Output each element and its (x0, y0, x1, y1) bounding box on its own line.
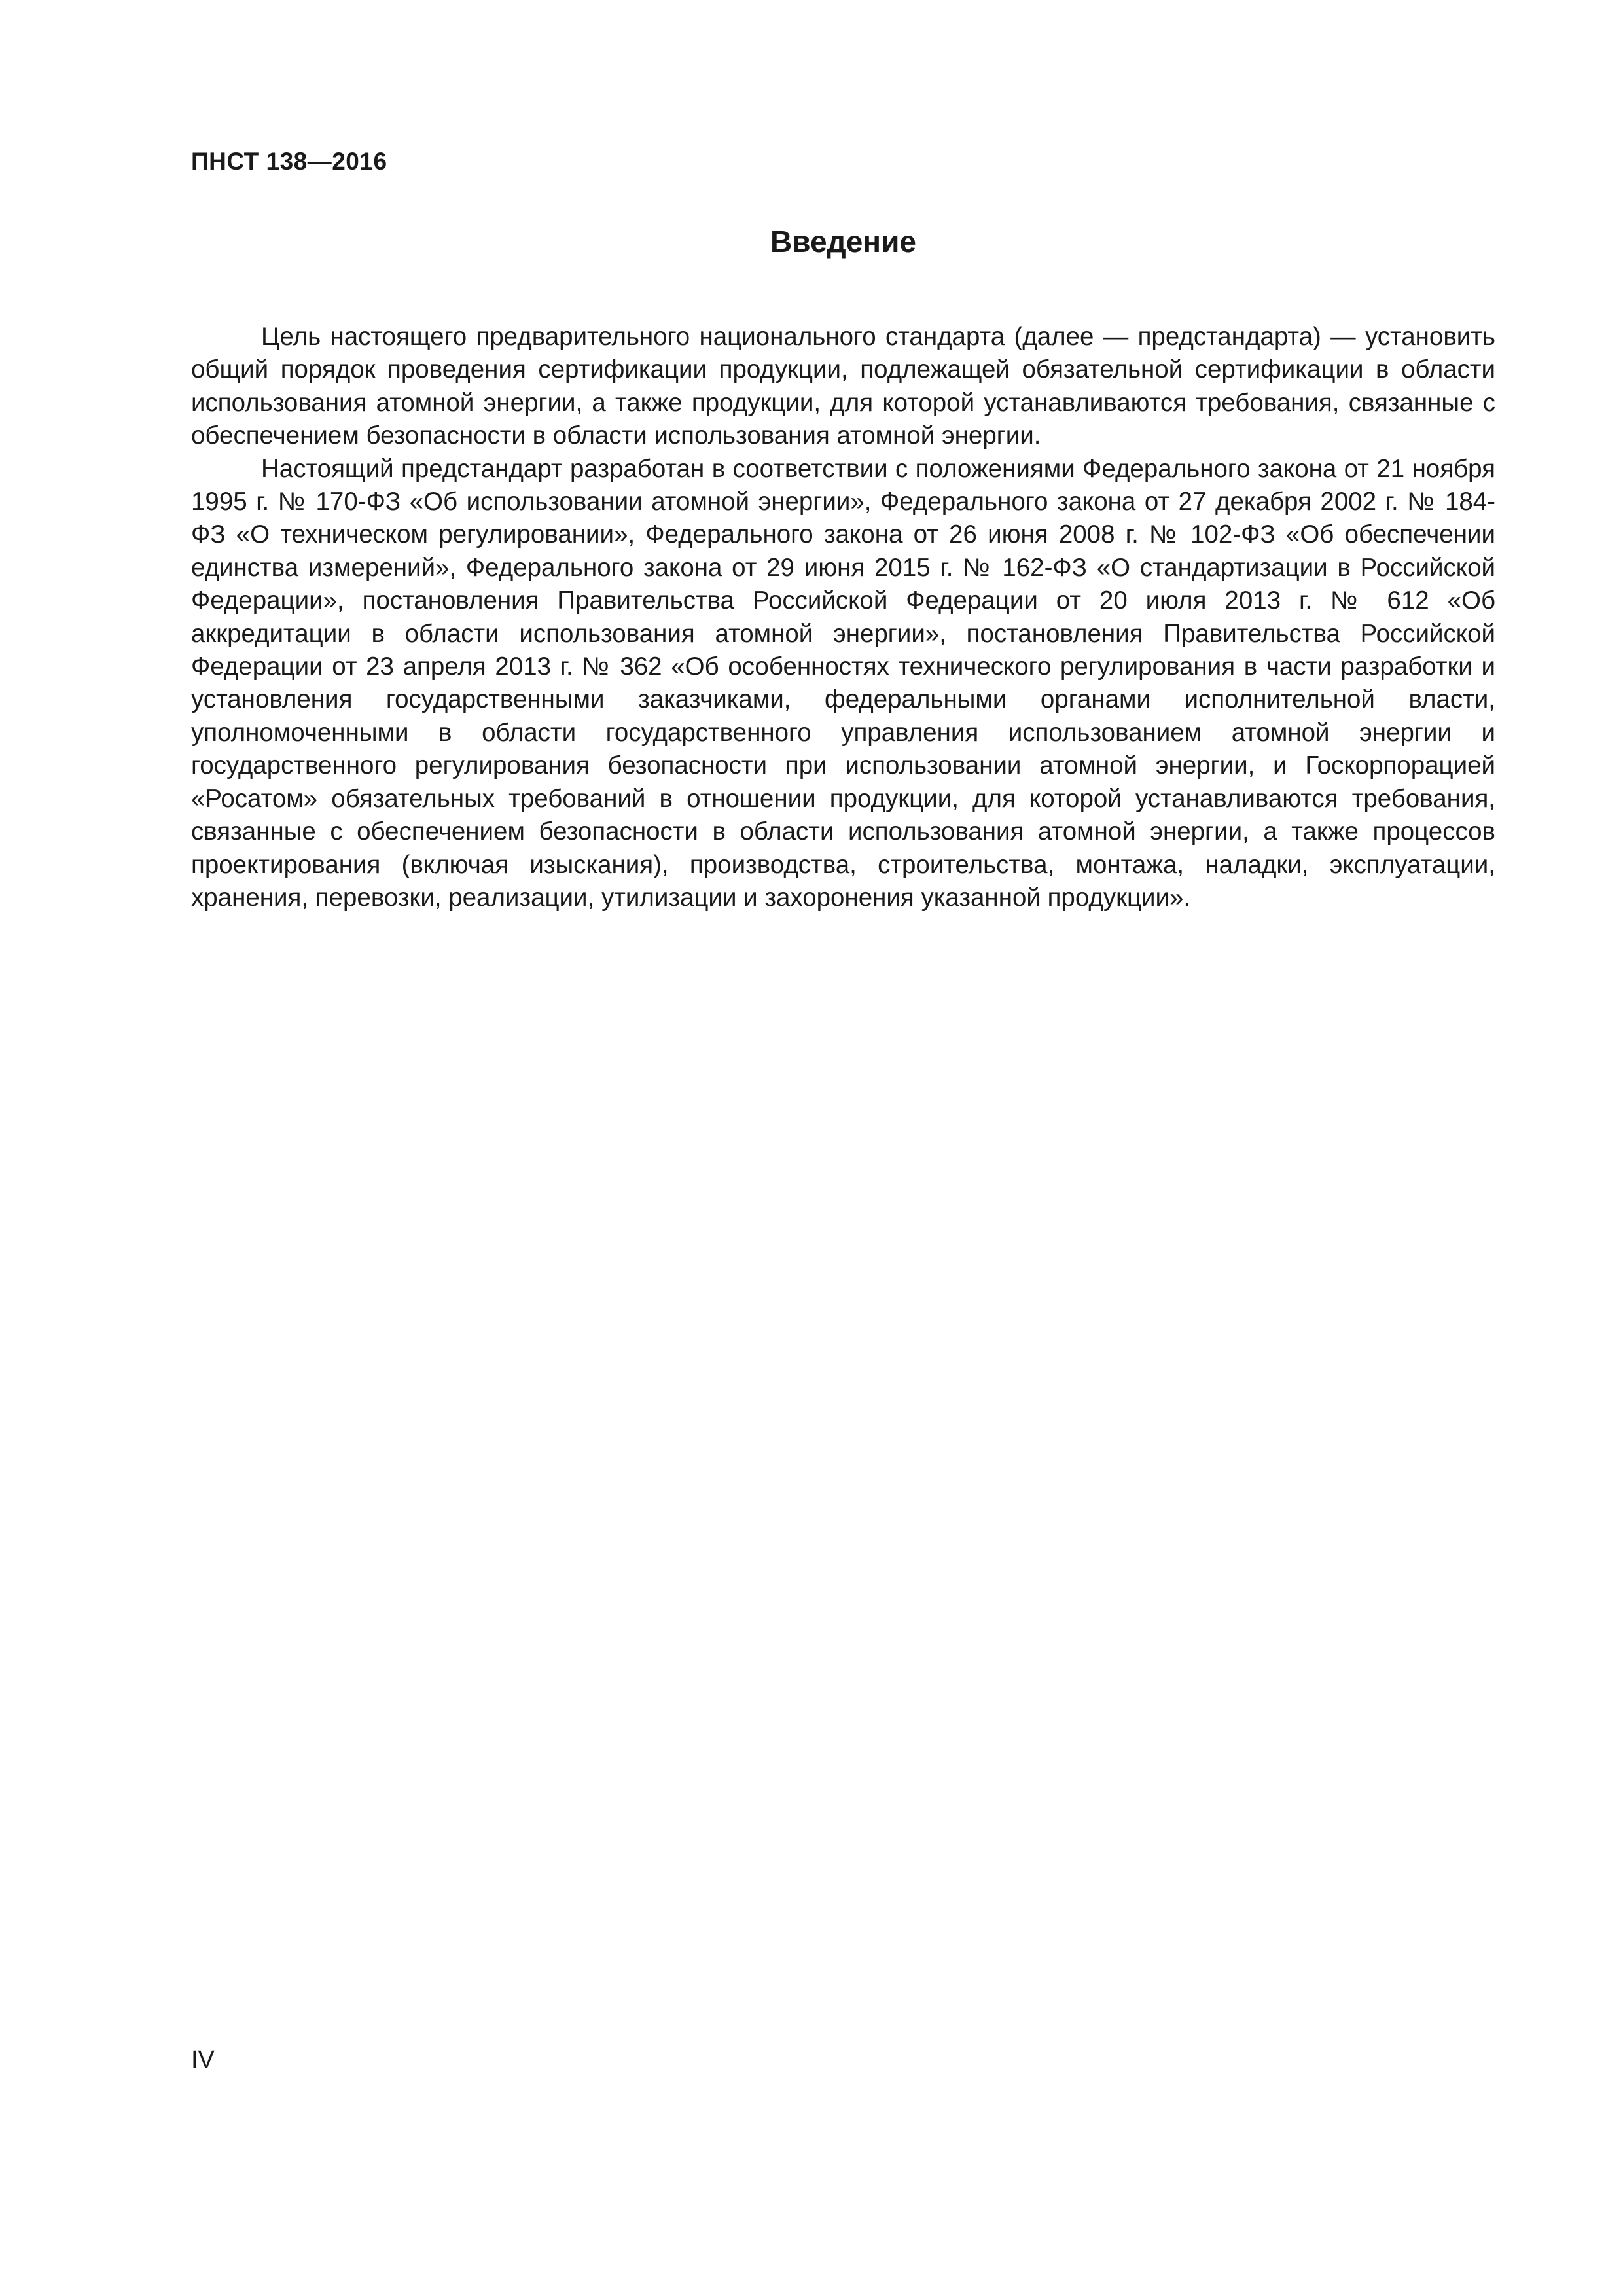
section-title: Введение (770, 224, 916, 259)
paragraph: Настоящий предстандарт разработан в соответствии с положениями Федерального закона от 21 ноября 1995 г. № 170-ФЗ «Об использовании атомной энергии», Федерального закона от 27 декабря 2002 г. № 184-ФЗ «О техническом регулировании», Федерального закона от 26 июня 2008 г. № 102-ФЗ «Об обеспечении единства измерений», Федерального закона от 29 июня 2015 г. № 162-ФЗ «О стандартизации в Российской Федерации», постановления Правительства Российской Федерации от 20 июля 2013 г. № 612 «Об аккредитации в области использования атомной энергии», постановления Правительства Российской Федерации от 23 апреля 2013 г. № 362 «Об особенностях технического регулирования в части разработки и установления государственными заказчиками, федеральными органами исполнительной власти, уполномоченными в области государственного управления использованием атомной энергии и государственного регулирования безопасности при использовании атомной энергии, и Госкорпорацией «Росатом» обязательных требований в отношении продукции, для которой устанавливаются требования, связанные с обеспечением безопасности в области использования атомной энергии, а также процессов проектирования (включая изыскания), производства, строительства, монтажа, наладки, эксплуатации, хранения, перевозки, реализации, утилизации и захоронения указанной продукции». (191, 454, 1495, 912)
page-number: IV (191, 2046, 215, 2073)
introduction-body (191, 321, 1495, 914)
paragraph: Цель настоящего предварительного национального стандарта (далее — предстандарта) — установить общий порядок проведения сертификации продукции, подлежащей обязательной сертификации в области использования атомной энергии, а также продукции, для которой устанавливаются требования, связанные с обеспечением безопасности в области использования атомной энергии. (191, 323, 1495, 450)
document-code: ПНСТ 138—2016 (191, 148, 387, 175)
